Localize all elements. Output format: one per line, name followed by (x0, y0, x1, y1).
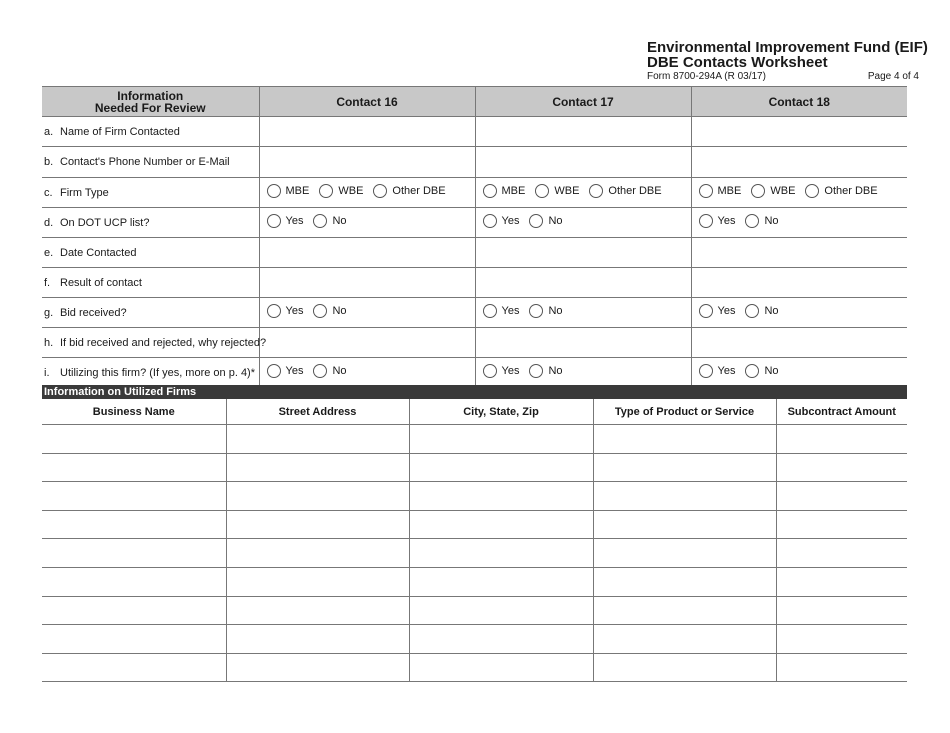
city-state-zip-cell[interactable] (409, 510, 593, 539)
city-state-zip-cell[interactable] (409, 653, 593, 682)
table-row (42, 596, 907, 625)
radio-icon[interactable] (745, 364, 759, 378)
result-field[interactable] (475, 268, 691, 298)
product-service-cell[interactable] (593, 539, 776, 568)
business-name-cell[interactable] (42, 653, 226, 682)
mbe-option[interactable]: MBE (483, 184, 526, 198)
column-header: Subcontract Amount (776, 399, 907, 425)
form-subtitle: DBE Contacts Worksheet (647, 54, 828, 71)
contact-header: Contact 17 (475, 87, 691, 117)
table-row (42, 539, 907, 568)
product-service-cell[interactable] (593, 625, 776, 654)
business-name-cell[interactable] (42, 453, 226, 482)
product-service-cell[interactable] (593, 510, 776, 539)
utilized-firms-section-title: Information on Utilized Firms (42, 385, 907, 399)
other-dbe-option[interactable]: Other DBE (805, 184, 877, 198)
radio-icon[interactable] (483, 214, 497, 228)
no-option[interactable]: No (745, 364, 778, 378)
no-option[interactable]: No (745, 214, 778, 228)
business-name-cell[interactable] (42, 425, 226, 454)
bid-cell (691, 298, 907, 328)
firm-type-cell (691, 178, 907, 208)
yes-option[interactable]: Yes (483, 214, 520, 228)
date-field[interactable] (259, 238, 475, 268)
radio-icon[interactable] (699, 364, 713, 378)
radio-icon[interactable] (483, 184, 497, 198)
city-state-zip-cell[interactable] (409, 482, 593, 511)
firm-type-cell (259, 178, 475, 208)
table-row (42, 567, 907, 596)
business-name-cell[interactable] (42, 539, 226, 568)
wbe-option[interactable]: WBE (535, 184, 579, 198)
contact-header: Contact 18 (691, 87, 907, 117)
contact-info-field[interactable] (691, 147, 907, 178)
row-label: d. On DOT UCP list? (42, 208, 259, 238)
radio-icon[interactable] (267, 364, 281, 378)
radio-icon[interactable] (313, 304, 327, 318)
mbe-option[interactable]: MBE (699, 184, 742, 198)
radio-icon[interactable] (319, 184, 333, 198)
street-address-cell[interactable] (226, 567, 409, 596)
radio-icon[interactable] (313, 364, 327, 378)
subcontract-amount-cell[interactable] (776, 510, 907, 539)
radio-icon[interactable] (589, 184, 603, 198)
bid-cell (259, 298, 475, 328)
city-state-zip-cell[interactable] (409, 425, 593, 454)
firm-name-field[interactable] (259, 117, 475, 147)
city-state-zip-cell[interactable] (409, 539, 593, 568)
table-row (42, 453, 907, 482)
wbe-option[interactable]: WBE (319, 184, 363, 198)
column-header: City, State, Zip (409, 399, 593, 425)
column-header: Type of Product or Service (593, 399, 776, 425)
radio-icon[interactable] (483, 364, 497, 378)
street-address-cell[interactable] (226, 453, 409, 482)
yes-option[interactable]: Yes (483, 304, 520, 318)
radio-icon[interactable] (313, 214, 327, 228)
result-field[interactable] (259, 268, 475, 298)
firm-name-field[interactable] (691, 117, 907, 147)
info-header: Information Needed For Review (42, 87, 259, 117)
radio-icon[interactable] (267, 184, 281, 198)
radio-icon[interactable] (699, 184, 713, 198)
radio-icon[interactable] (745, 304, 759, 318)
street-address-cell[interactable] (226, 625, 409, 654)
yes-option[interactable]: Yes (699, 214, 736, 228)
rejection-reason-field[interactable] (691, 328, 907, 358)
radio-icon[interactable] (699, 214, 713, 228)
wbe-option[interactable]: WBE (751, 184, 795, 198)
yes-option[interactable]: Yes (699, 304, 736, 318)
business-name-cell[interactable] (42, 510, 226, 539)
form-number: Form 8700-294A (R 03/17) (647, 71, 766, 82)
firm-type-cell (475, 178, 691, 208)
column-header: Business Name (42, 399, 226, 425)
street-address-cell[interactable] (226, 539, 409, 568)
product-service-cell[interactable] (593, 425, 776, 454)
row-label: e. Date Contacted (42, 238, 259, 268)
street-address-cell[interactable] (226, 653, 409, 682)
table-row (42, 482, 907, 511)
radio-icon[interactable] (805, 184, 819, 198)
contact-info-field[interactable] (259, 147, 475, 178)
contacts-table (42, 86, 907, 388)
radio-icon[interactable] (529, 214, 543, 228)
street-address-cell[interactable] (226, 510, 409, 539)
business-name-cell[interactable] (42, 482, 226, 511)
radio-icon[interactable] (699, 304, 713, 318)
no-option[interactable]: No (529, 304, 562, 318)
no-option[interactable]: No (529, 214, 562, 228)
product-service-cell[interactable] (593, 567, 776, 596)
column-header: Street Address (226, 399, 409, 425)
business-name-cell[interactable] (42, 625, 226, 654)
subcontract-amount-cell[interactable] (776, 425, 907, 454)
no-option[interactable]: No (529, 364, 562, 378)
table-row (42, 653, 907, 682)
city-state-zip-cell[interactable] (409, 567, 593, 596)
yes-option[interactable]: Yes (699, 364, 736, 378)
business-name-cell[interactable] (42, 567, 226, 596)
no-option[interactable]: No (745, 304, 778, 318)
city-state-zip-cell[interactable] (409, 453, 593, 482)
no-option[interactable]: No (313, 214, 346, 228)
radio-icon[interactable] (751, 184, 765, 198)
subcontract-amount-cell[interactable] (776, 567, 907, 596)
mbe-option[interactable]: MBE (267, 184, 310, 198)
radio-icon[interactable] (267, 214, 281, 228)
row-label: c. Firm Type (42, 178, 259, 208)
ucp-cell (691, 208, 907, 238)
contact-info-field[interactable] (475, 147, 691, 178)
radio-icon[interactable] (529, 364, 543, 378)
radio-icon[interactable] (267, 304, 281, 318)
subcontract-amount-cell[interactable] (776, 653, 907, 682)
street-address-cell[interactable] (226, 482, 409, 511)
subcontract-amount-cell[interactable] (776, 596, 907, 625)
business-name-cell[interactable] (42, 596, 226, 625)
product-service-cell[interactable] (593, 482, 776, 511)
utilizing-cell (259, 358, 475, 388)
row-label: g. Bid received? (42, 298, 259, 328)
product-service-cell[interactable] (593, 596, 776, 625)
rejection-reason-field[interactable] (475, 328, 691, 358)
city-state-zip-cell[interactable] (409, 596, 593, 625)
other-dbe-option[interactable]: Other DBE (373, 184, 445, 198)
utilizing-cell (691, 358, 907, 388)
radio-icon[interactable] (529, 304, 543, 318)
radio-icon[interactable] (373, 184, 387, 198)
no-option[interactable]: No (313, 304, 346, 318)
street-address-cell[interactable] (226, 425, 409, 454)
firm-name-field[interactable] (475, 117, 691, 147)
row-label: i. Utilizing this firm? (If yes, more on p. 4)* (42, 358, 259, 388)
utilizing-cell (475, 358, 691, 388)
date-field[interactable] (691, 238, 907, 268)
ucp-cell (259, 208, 475, 238)
table-row (42, 510, 907, 539)
bid-cell (475, 298, 691, 328)
radio-icon[interactable] (535, 184, 549, 198)
contact-header: Contact 16 (259, 87, 475, 117)
street-address-cell[interactable] (226, 596, 409, 625)
yes-option[interactable]: Yes (267, 364, 304, 378)
row-label: f. Result of contact (42, 268, 259, 298)
yes-option[interactable]: Yes (267, 214, 304, 228)
radio-icon[interactable] (483, 304, 497, 318)
product-service-cell[interactable] (593, 453, 776, 482)
other-dbe-option[interactable]: Other DBE (589, 184, 661, 198)
yes-option[interactable]: Yes (267, 304, 304, 318)
subcontract-amount-cell[interactable] (776, 453, 907, 482)
utilized-firms-table (42, 399, 907, 682)
row-label: a. Name of Firm Contacted (42, 117, 259, 147)
form-title: Environmental Improvement Fund (EIF) (647, 39, 928, 56)
row-label: h. If bid received and rejected, why rejected? (42, 328, 259, 358)
city-state-zip-cell[interactable] (409, 625, 593, 654)
radio-icon[interactable] (745, 214, 759, 228)
ucp-cell (475, 208, 691, 238)
row-label: b. Contact's Phone Number or E-Mail (42, 147, 259, 178)
no-option[interactable]: No (313, 364, 346, 378)
subcontract-amount-cell[interactable] (776, 625, 907, 654)
page-number: Page 4 of 4 (867, 71, 919, 82)
yes-option[interactable]: Yes (483, 364, 520, 378)
result-field[interactable] (691, 268, 907, 298)
subcontract-amount-cell[interactable] (776, 539, 907, 568)
product-service-cell[interactable] (593, 653, 776, 682)
rejection-reason-field[interactable] (259, 328, 475, 358)
date-field[interactable] (475, 238, 691, 268)
table-row (42, 625, 907, 654)
subcontract-amount-cell[interactable] (776, 482, 907, 511)
table-row (42, 425, 907, 454)
